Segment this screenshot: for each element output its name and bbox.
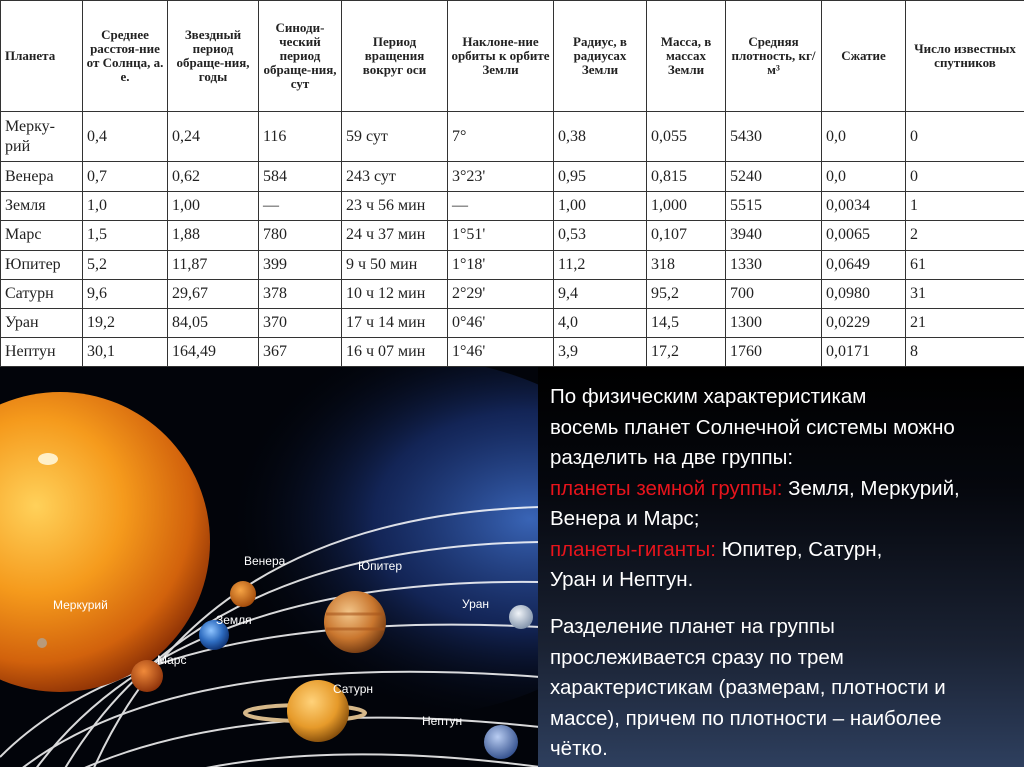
saturn-label: Сатурн [333,682,374,696]
table-cell: 780 [259,221,342,250]
table-cell: 0,62 [168,162,259,192]
table-cell: Юпитер [1,250,83,279]
header-cell: Звездный период обраще-ния, годы [168,1,259,112]
neptune-label: Нептун [422,714,463,728]
uranus-label: Уран [462,597,490,611]
table-cell: 0,38 [554,112,647,162]
table-cell: 2°29' [448,279,554,308]
table-cell: 378 [259,279,342,308]
table-cell: 30,1 [83,337,168,366]
table-cell: 61 [906,250,1024,279]
table-cell: 9 ч 50 мин [342,250,448,279]
table-row [1,192,1024,221]
table-header-row [1,1,1024,112]
table-cell: 9,4 [554,279,647,308]
table-cell: 4,0 [554,308,647,337]
text-line: прослеживается сразу по трем [550,645,844,669]
table-row [1,250,1024,279]
table-cell: 84,05 [168,308,259,337]
terrestrial-group-label: планеты земной группы: [550,476,783,500]
jupiter-label: Юпитер [358,559,403,573]
table-cell: 1300 [726,308,822,337]
table-cell: 0,0034 [822,192,906,221]
table-cell: 11,87 [168,250,259,279]
table-cell: 0,0 [822,162,906,192]
table-cell: 399 [259,250,342,279]
table-cell: 164,49 [168,337,259,366]
description-panel [538,367,1024,767]
table-cell: Сатурн [1,279,83,308]
table-cell: 0,055 [647,112,726,162]
text-line: характеристикам (размерам, плотности и [550,676,946,699]
table-cell: 0,815 [647,162,726,192]
table-cell: 5240 [726,162,822,192]
table-cell: 1 [906,192,1024,221]
table-cell: 1,00 [554,192,647,221]
earth-label: Земля [216,613,252,627]
table-cell: 17,2 [647,337,726,366]
venus-label: Венера [244,554,286,568]
header-cell: Среднее расстоя-ние от Солнца, а. е. [83,1,168,112]
terrestrial-group-members: Земля, Меркурий, [782,476,960,500]
table-cell: 0,0065 [822,221,906,250]
table-cell: 0 [906,162,1024,192]
table-cell: 0,53 [554,221,647,250]
table-cell: 9,6 [83,279,168,308]
jupiter-planet [324,591,386,653]
table-cell: 318 [647,250,726,279]
header-cell: Средняя плотность, кг/м³ [726,1,822,112]
table-cell: 367 [259,337,342,366]
table-row [1,112,1024,162]
text-line: массе), причем по плотности – наиболее [550,706,942,730]
planet-characteristics-table [0,0,1024,367]
table-cell: 0,4 [83,112,168,162]
table-cell: 1,00 [168,192,259,221]
table-row [1,162,1024,192]
table-cell: — [259,192,342,221]
table-cell: 0 [906,112,1024,162]
table-cell: 0,24 [168,112,259,162]
table-cell: 0,0229 [822,308,906,337]
text-line: Венера и Марс; [550,507,700,530]
table-cell: 0,0 [822,112,906,162]
table-cell: 8 [906,337,1024,366]
table-cell: 0,7 [83,162,168,192]
table-cell: 1,88 [168,221,259,250]
table-cell: Марс [1,221,83,250]
terrestrial-group-line [550,474,1024,505]
table-cell: 29,67 [168,279,259,308]
table-cell: 31 [906,279,1024,308]
text-line: чётко. [550,737,608,760]
table-cell: 7° [448,112,554,162]
neptune-planet [484,725,518,759]
giant-group-label: планеты-гиганты: [550,537,716,561]
table-cell: 0,0649 [822,250,906,279]
header-cell: Радиус, в радиусах Земли [554,1,647,112]
table-cell: 2 [906,221,1024,250]
table-cell: 59 сут [342,112,448,162]
text-line: Уран и Нептун. [550,568,694,591]
table-cell: 16 ч 07 мин [342,337,448,366]
table-cell: 1,5 [83,221,168,250]
table-cell: 1°51' [448,221,554,250]
table-cell: 11,2 [554,250,647,279]
table-cell: — [448,192,554,221]
table-cell: 0,95 [554,162,647,192]
table-cell: Венера [1,162,83,192]
table-cell: 0°46' [448,308,554,337]
venus-planet [230,581,256,607]
header-cell: Сжатие [822,1,906,112]
table-cell: 370 [259,308,342,337]
table-cell: 3,9 [554,337,647,366]
table-cell: 3°23' [448,162,554,192]
table-cell: 0,0980 [822,279,906,308]
table-cell: 700 [726,279,822,308]
text-line: разделить на две группы: [550,446,794,469]
table-cell: 0,107 [647,221,726,250]
text-line: Разделение планет на группы [550,615,835,638]
table-cell: Земля [1,192,83,221]
table-cell: 1°18' [448,250,554,279]
table-cell: 21 [906,308,1024,337]
table-cell: Мерку-рий [1,112,83,162]
header-cell: Число известных спутников [906,1,1024,112]
giant-group-line [550,535,1024,566]
header-cell: Планета [1,1,83,112]
mars-label: Марс [157,653,187,667]
table-cell: 5515 [726,192,822,221]
table-cell: 14,5 [647,308,726,337]
table-row [1,337,1024,366]
table-cell: Нептун [1,337,83,366]
mercury-planet [37,638,47,648]
table-cell: 584 [259,162,342,192]
table-cell: 10 ч 12 мин [342,279,448,308]
table-cell: Уран [1,308,83,337]
table-row [1,308,1024,337]
table-cell: 17 ч 14 мин [342,308,448,337]
header-cell: Наклоне-ние орбиты к орбите Земли [448,1,554,112]
table-cell: 1760 [726,337,822,366]
table-cell: 1,0 [83,192,168,221]
table-cell: 116 [259,112,342,162]
header-cell: Синоди-ческий период обраще-ния, сут [259,1,342,112]
table-row [1,279,1024,308]
grouping-explanation-paragraph [550,612,1024,765]
table-cell: 1,000 [647,192,726,221]
table-row [1,221,1024,250]
table-cell: 95,2 [647,279,726,308]
table-cell: 5,2 [83,250,168,279]
header-cell: Масса, в массах Земли [647,1,726,112]
planet-characteristics-table-container [0,0,1024,367]
giant-group-members: Юпитер, Сатурн, [715,537,883,561]
mercury-label: Меркурий [53,598,108,612]
table-cell: 243 сут [342,162,448,192]
table-cell: 3940 [726,221,822,250]
table-cell: 19,2 [83,308,168,337]
header-cell: Период вращения вокруг оси [342,1,448,112]
table-cell: 0,0171 [822,337,906,366]
table-cell: 1330 [726,250,822,279]
solar-system-illustration [0,367,540,767]
lower-section [0,367,1024,767]
uranus-planet [509,605,533,629]
table-cell: 1°46' [448,337,554,366]
table-cell: 5430 [726,112,822,162]
planet-groups-paragraph [550,382,1024,596]
table-cell: 24 ч 37 мин [342,221,448,250]
table-cell: 23 ч 56 мин [342,192,448,221]
text-line: По физическим характеристикам [550,385,867,408]
text-line: восемь планет Солнечной системы можно [550,415,955,439]
